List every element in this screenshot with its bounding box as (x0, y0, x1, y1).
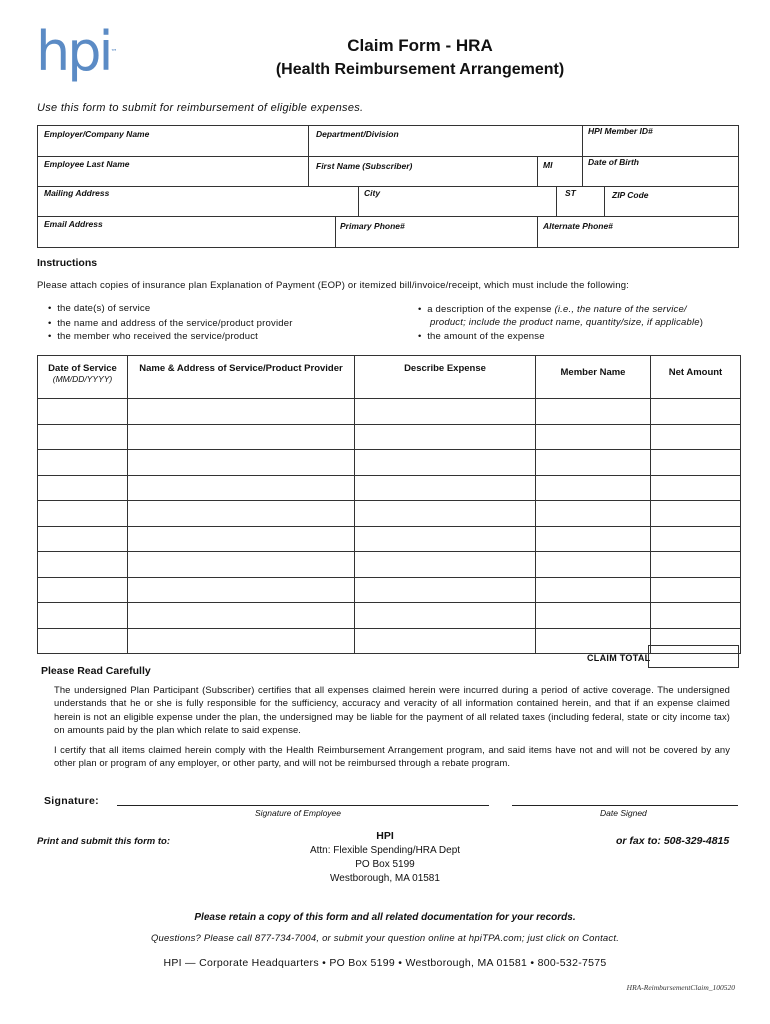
state-field[interactable]: ST (565, 188, 576, 198)
member-cell[interactable] (536, 577, 651, 603)
provider-cell[interactable] (128, 501, 355, 527)
member-cell[interactable] (536, 450, 651, 476)
member-cell[interactable] (536, 399, 651, 425)
table-row (38, 450, 741, 476)
provider-cell[interactable] (128, 577, 355, 603)
form-code: HRA-ReimbursementClaim_100520 (626, 983, 735, 992)
describe-cell[interactable] (355, 424, 536, 450)
provider-cell[interactable] (128, 475, 355, 501)
describe-cell[interactable] (355, 501, 536, 527)
first-name-field[interactable]: First Name (Subscriber) (316, 161, 413, 171)
describe-cell[interactable] (355, 526, 536, 552)
read-carefully-heading: Please Read Carefully (41, 665, 151, 677)
date-cell[interactable] (38, 475, 128, 501)
member-cell[interactable] (536, 475, 651, 501)
retain-notice: Please retain a copy of this form and all related documentation for your records. (194, 912, 576, 923)
date-cell[interactable] (38, 399, 128, 425)
form-subtitle: (Health Reimbursement Arrangement) (275, 61, 565, 78)
employer-field[interactable]: Employer/Company Name (44, 129, 150, 139)
bullet-item: • the member who received the service/product (48, 331, 259, 342)
date-cell[interactable] (38, 450, 128, 476)
footer-hq: HPI — Corporate Headquarters • PO Box 5199 • Westborough, MA 01581 • 800-532-7575 (163, 957, 607, 969)
amount-cell[interactable] (651, 424, 741, 450)
zip-field[interactable]: ZIP Code (612, 190, 649, 200)
address-pobox: PO Box 5199 (355, 859, 415, 870)
intro-text: Use this form to submit for reimbursement of eligible expenses. (37, 102, 364, 114)
header-provider: Name & Address of Service/Product Provider (128, 356, 355, 399)
signature-line[interactable] (117, 805, 489, 806)
amount-cell[interactable] (651, 475, 741, 501)
member-id-field[interactable]: HPI Member ID# (588, 126, 653, 136)
submit-label: Print and submit this form to: (37, 836, 170, 847)
last-name-field[interactable]: Employee Last Name (44, 159, 130, 169)
certification-paragraph-2: I certify that all items claimed herein comply with the Health Reimbursement Arrangement program, and said items have not and will not be covered by any other plan or program of any employer, or other party, and will not be reimbursed through a rebate program. (54, 744, 730, 769)
mailing-address-field[interactable]: Mailing Address (44, 188, 110, 198)
provider-cell[interactable] (128, 628, 355, 654)
provider-cell[interactable] (128, 450, 355, 476)
personal-info-table (37, 125, 739, 248)
describe-cell[interactable] (355, 577, 536, 603)
header-member-name: Member Name (536, 356, 651, 399)
table-row (38, 475, 741, 501)
provider-cell[interactable] (128, 399, 355, 425)
amount-cell[interactable] (651, 577, 741, 603)
address-city: Westborough, MA 01581 (330, 873, 440, 884)
amount-cell[interactable] (651, 552, 741, 578)
amount-cell[interactable] (651, 603, 741, 629)
dob-field[interactable]: Date of Birth (588, 157, 639, 167)
alternate-phone-field[interactable]: Alternate Phone# (543, 221, 613, 231)
table-row (38, 577, 741, 603)
member-cell[interactable] (536, 501, 651, 527)
table-row (38, 552, 741, 578)
logo-text: hpi (36, 20, 111, 83)
questions-text: Questions? Please call 877-734-7004, or submit your question online at hpiTPA.com; just click on Contact. (150, 933, 620, 944)
claim-total-label: CLAIM TOTAL (587, 653, 651, 663)
date-signed-caption: Date Signed (600, 808, 647, 818)
describe-cell[interactable] (355, 552, 536, 578)
provider-cell[interactable] (128, 603, 355, 629)
describe-cell[interactable] (355, 603, 536, 629)
describe-cell[interactable] (355, 628, 536, 654)
table-row (38, 603, 741, 629)
describe-cell[interactable] (355, 399, 536, 425)
bullet-item: • a description of the expense (i.e., the nature of the service/ (418, 304, 687, 315)
bullet-item-cont: product; include the product name, quantity/size, if applicable) (430, 317, 704, 328)
address-company: HPI (376, 830, 394, 842)
member-cell[interactable] (536, 424, 651, 450)
mi-field[interactable]: MI (543, 160, 553, 170)
table-row (38, 399, 741, 425)
amount-cell[interactable] (651, 399, 741, 425)
date-cell[interactable] (38, 628, 128, 654)
member-cell[interactable] (536, 552, 651, 578)
date-cell[interactable] (38, 501, 128, 527)
certification-paragraph-1: The undersigned Plan Participant (Subscriber) certifies that all expenses claimed herein were incurred during a period of active coverage. The undersigned understands that he or she is fully responsible for the sufficiency, accuracy and veracity of all information contained herein, and that if an expense claimed herein is not an eligible expense under the plan, the undersigned may be liable for the payment of all related taxes (including federal, state or city income tax) on amounts paid by the plan which relate to said expense. (54, 684, 730, 736)
provider-cell[interactable] (128, 526, 355, 552)
date-cell[interactable] (38, 526, 128, 552)
signature-label: Signature: (44, 795, 99, 807)
amount-cell[interactable] (651, 526, 741, 552)
table-row (38, 628, 741, 654)
address-attn: Attn: Flexible Spending/HRA Dept (309, 845, 461, 856)
member-cell[interactable] (536, 628, 651, 654)
header-net-amount: Net Amount (651, 356, 741, 399)
date-cell[interactable] (38, 577, 128, 603)
table-row (38, 424, 741, 450)
logo-trademark: ™ (110, 48, 118, 56)
fax-number: or fax to: 508-329-4815 (616, 835, 730, 847)
expense-table (37, 355, 741, 654)
describe-cell[interactable] (355, 475, 536, 501)
header-date-of-service: Date of Service (MM/DD/YYYY) (38, 356, 128, 399)
email-field[interactable]: Email Address (44, 219, 103, 229)
form-title: Claim Form - HRA (347, 36, 493, 55)
date-cell[interactable] (38, 424, 128, 450)
describe-cell[interactable] (355, 450, 536, 476)
bullet-item: • the date(s) of service (48, 303, 151, 314)
bullet-item: • the amount of the expense (418, 331, 545, 342)
department-field[interactable]: Department/Division (316, 129, 399, 139)
instructions-heading: Instructions (37, 257, 98, 269)
provider-cell[interactable] (128, 552, 355, 578)
provider-cell[interactable] (128, 424, 355, 450)
table-row (38, 501, 741, 527)
date-cell[interactable] (38, 603, 128, 629)
city-field[interactable]: City (364, 188, 381, 198)
date-signed-line[interactable] (512, 805, 738, 806)
bullet-item: • the name and address of the service/product provider (48, 318, 293, 329)
claim-total-input[interactable] (648, 645, 739, 668)
amount-cell[interactable] (651, 501, 741, 527)
instructions-text: Please attach copies of insurance plan Explanation of Payment (EOP) or itemized bill/invoice/receipt, which must include the following: (37, 280, 630, 291)
table-row (38, 526, 741, 552)
member-cell[interactable] (536, 603, 651, 629)
signature-caption: Signature of Employee (255, 808, 341, 818)
primary-phone-field[interactable]: Primary Phone# (340, 221, 405, 231)
amount-cell[interactable] (651, 450, 741, 476)
date-cell[interactable] (38, 552, 128, 578)
member-cell[interactable] (536, 526, 651, 552)
header-describe-expense: Describe Expense (355, 356, 536, 399)
